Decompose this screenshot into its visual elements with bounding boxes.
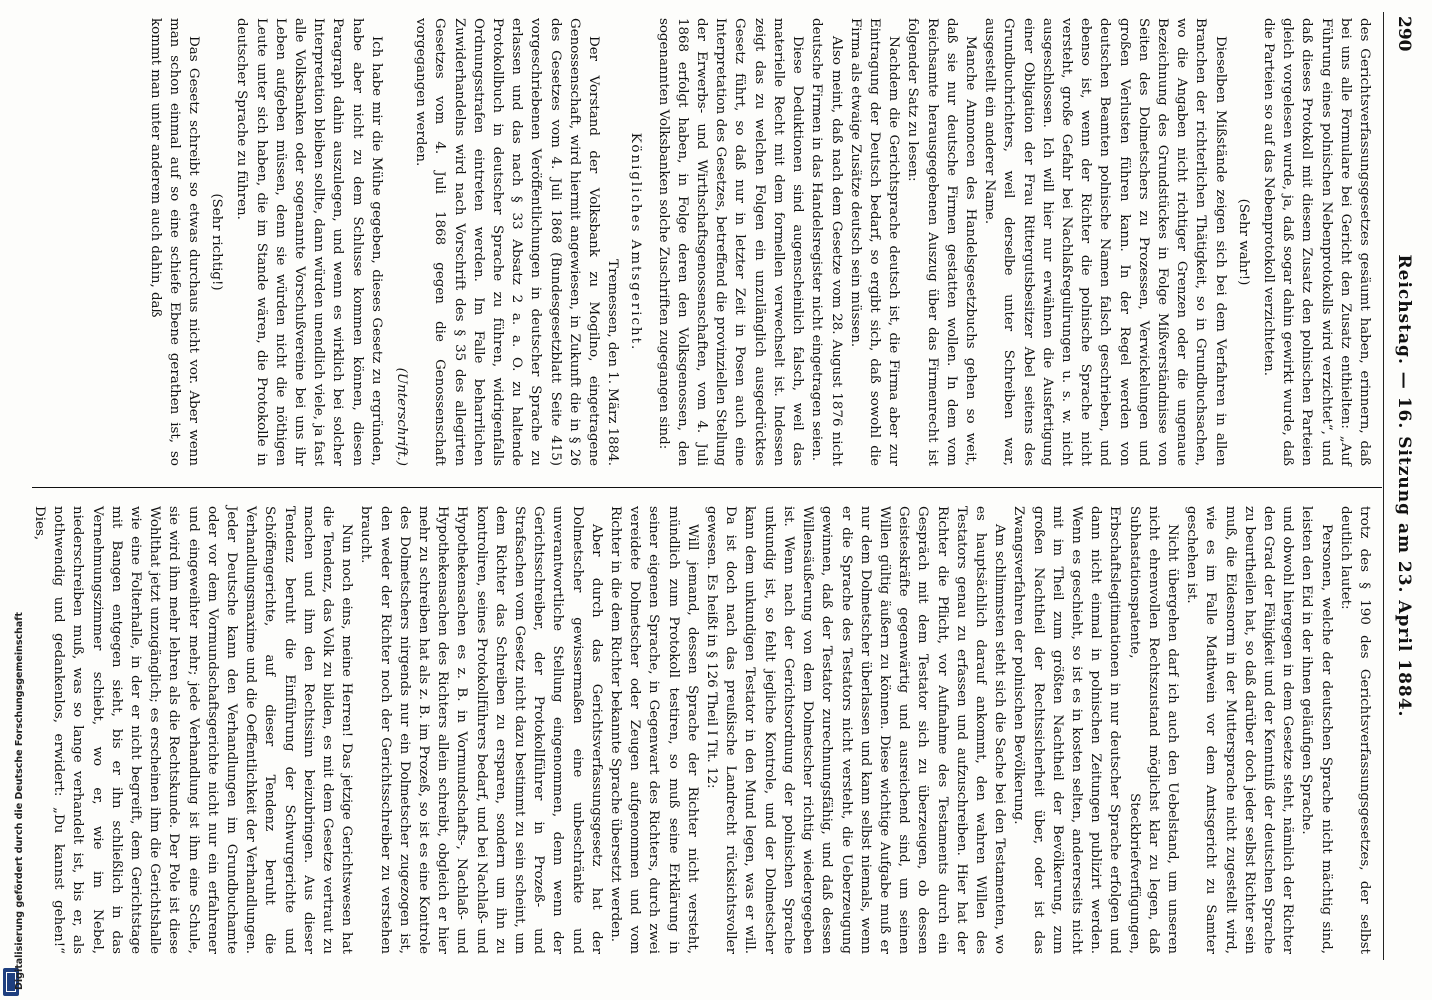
paragraph: Also meint, daß nach dem Gesetze vom 28. August 1876 nicht deutsche Firmen in das Handelsregister nicht eingetragen seien. — [809, 18, 844, 466]
paragraph: Das Gesetz schreibt so etwas durchaus nicht vor. Aber wenn man schon einmal auf so eine schiefe Ebene gerathen ist, so kommt man unter anderem auch dahin, daß — [147, 18, 202, 466]
page-header — [1384, 16, 1414, 956]
paragraph: Aber durch das Gerichtsverfassungsgesetz hat der Dolmetscher gewissermaßen eine unbeschränkte und unverantwortliche Stellung eingenommen, denn wenn der Gerichtsschreiber, der Protokollführer in Prozeß- und Strafsachen vom Gesetz nicht dazu bestimmt zu sein scheint, um dem Richter das Schreiben zu ersparen, sondern um ihn zu kontroliren, seines Protokollführers bedarf, und bei Nachlaß- und Hypothekensachen es z. B. in Vormundschafts-, Nachlaß- und Hypothekensachen des Richters allein schreibt, obgleich er hier mehr zu schreiben hat als z. B. im Prozeß, so ist es eine Kontrole des Dolmetschers nirgends nur ein Dolmetscher zugezogen ist, den weder der Richter noch der Gerichtsschreiber zu verstehen braucht. — [358, 506, 604, 954]
paragraph: Diese Deduktionen sind augenscheinlich falsch, weil das materielle Recht mit dem formellen verwechselt ist. Indessen zeigt das zu welchen Folgen ein unzulänglich ausgedrücktes Gesetz führt, so daß nur in letzter Zeit in Posen auch eine Interpretation des Gesetzes, betreffend die provinziellen Stellung der Erwerbs- und Wirthschaftsgenossenschaften, vom 4. Juli 1868 erfolgt haben, in Folge deren den Volksgenossen, den sogenannten Volksbanken solche Zuschriften zugegangen sind: — [655, 18, 806, 466]
left-column — [34, 18, 1374, 466]
paragraph: Am schlimmsten steht sich die Sache bei den Testamenten, wo es hauptsächlich darauf ankommt, den wahren Willen des Testators genau zu erfassen und aufzuschreiben. Hier hat der Richter die Pflicht, vor Aufnahme des Testaments durch ein Gespräch mit dem Testator sich zu überzeugen, ob dessen Geisteskräfte gegenwärtig und ausreichend sind, um seinen Willen gültig äußern zu können. Diese wichtige Aufgabe muß er nur dem Dolmetscher überlassen und kann selbst niemals, wenn er die Sprache des Testators nicht versteht, die Ueberzeugung gewinnen, daß der Testator zurechnungsfähig, und daß dessen Willensäußerung von dem Dolmetscher richtig wiedergegeben ist. Wenn nach der Gerichtsordnung der polnischen Sprache unkundig ist, so fehlt jegliche Kontrole, und der Dolmetscher kann dem unkundigen Testator in den Mund legen, was er will. Da ist doch nach das preußische Landrecht rücksichtsvoller gewesen. Es heißt in § 126 Theil I Tit. 12: — [704, 506, 1008, 954]
document-heading: Königliches Amtsgericht. — [628, 132, 644, 352]
header-rule — [1383, 12, 1384, 960]
paragraph: und obwohl hiergegen in dem Gesetze steht, nämlich der Richter den Grad der Fähigkeit und der Kenntniß der deutschen Sprache zu beurtheilen hat, so daß darüber doch jeder selbst Richter sein muß, die Eidesnorm in der Muttersprache nicht zugestellt wird, wie es im Falle Mathwein vor dem Amtsgericht zu Samter geschehen ist. — [1184, 506, 1296, 954]
column-divider — [32, 487, 1382, 488]
signature-note: (Unterschrift.) — [394, 367, 410, 466]
paragraph: Dieselben Mißstände zeigen sich bei dem Verfahren in allen Branchen der richterlichen Thätigkeit, so in Grundbuchsachen, wo die Angaben nicht richtiger Grenzen oder die ungenaue Bezeichnung des Grundstückes in Folge Mißverständnisse von Seiten des Dolmetschers zu Prozessen, Verwickelungen und großen Verlusten führen kann. In der Regel werden von deutschen Beamten polnische Namen falsch geschrieben, und ebenso ist, wenn der Richter die polnische Sprache nicht versteht, große Gefahr bei Nachlaßregulirungen u. s. w. nicht ausgeschlossen. Ich will hier nur erwähnen die Ausfertigung einer Obligation der Frau Rittergutsbesitzer Abel seitens des Grundbuchrichters, weil derselbe unter Schreiben war, ausgestellt ein anderer Name. — [982, 18, 1228, 466]
quoted-paragraph: Nachdem die Gerichtsprache deutsch ist, die Firma aber zur Eintragung der Deutsch bedarf, so ergibt sich, daß sowohl die Firma als etwaige Zusätze deutsch sein müssen. — [847, 18, 902, 466]
quoted-paragraph: Der Vorstand der Volksbank zu Mogilno, eingetragene Genossenschaft, wird hiermit angewiesen, in Zukunft die in § 26 des Gesetzes vom 4. Juli 1868 (Bundesgesetzblatt Seite 415) vorgeschriebenen Veröffentlichungen in deutscher Sprache zu erlassen und das nach § 33 Absatz 2 a. a. O. zu haltende Protokollbuch in deutscher Sprache zu führen, widrigenfalls Ordnungsstrafen eintreten werden. Im Falle beharrlichen Zuwiderhandelns wird nach Vorschrift des § 35 des allegirten Gesetzes vom 4. Juli 1868 gegen die Genossenschaft vorgegangen werden. — [413, 18, 602, 466]
interjection: (Sehr wahr!) — [1235, 198, 1251, 286]
rotated-page-content — [18, 6, 1418, 966]
paragraph: Manche Annoncen des Handelsgesetzbuchs gehen so weit, daß sie nur deutsche Firmen gestatten wollen. In dem vom Reichsamte herausgegebenen Auszug über das Firmenrecht ist folgender Satz zu lesen: — [905, 18, 978, 466]
interjection: (Sehr richtig!) — [209, 193, 225, 291]
quoted-paragraph: Will jemand, dessen Sprache der Richter nicht versteht, mündlich zum Protokoll testiren, so muß seine Erklärung in seiner eigenen Sprache, in Gegenwart des Richters, durch zwei vereidete Dolmetscher oder Zeugen aufgenommen und vom Richter in die dem Richter bekannte Sprache übersetzt werden. — [608, 506, 700, 954]
paragraph: des Gerichtsverfassungsgesetzes gesäumt haben, erinnern, daß bei uns alle Formulare bei Gericht den Zusatz enthielten: „Auf Führung eines polnischen Nebenprotokolls wird verzichtet“, und daß dieses Protokoll mit diesem Zusatz den polnischen Parteien gleich vorgelesen wurde, ja, daß sogar dahin gewirkt wurde, daß die Parteien so auf das Nebenprotokoll verzichteten. — [1260, 18, 1372, 466]
paragraph: Ich habe mir die Mühe gegeben, dieses Gesetz zu ergründen, habe aber nicht zu dem Schlusse kommen können, diesen Paragraph dahin auszulegen, und wenn es wirklich bei solcher Interpretation bleiben sollte, dann würden unendlich viele, ja fast alle Volksbanken oder sogenannte Vorschußvereine bei uns ihr Leben aufgeben müssen, denn sie würden nicht die nöthigen Leute unter sich haben, die im Stande wären, die Protokolle in deutscher Sprache zu führen. — [234, 18, 384, 466]
digitization-credit: Digitalisierung gefördert durch die Deutsche Forschungsgemeinschaft — [14, 612, 25, 990]
paragraph: Nun noch eins, meine Herren! Das jetzige Gerichtswesen hat die Tendenz, das Volk zu bilden, es mit dem Gesetze vertraut zu machen und ihm den Rechtssinn beizubringen. Aus dieser Tendenz beruht die Einführung der Schwurgerichte und Schöffengerichte, auf dieser Tendenz beruht die Verhandlungsmaxime und die Oeffentlichkeit der Verhandlungen. Jeder Deutsche kann den Verhandlungen im Grundbuchamte oder vor dem Vormundschaftsgerichte nicht nur ein erfahrener und eingeweihter mehr; jede Verhandlung ist ihm eine Schule, sie wird ihm mehr lehren als die Rechtskunde. Der Pole ist diese Wohlthat jetzt unzugänglich; es erscheinen ihm die Gerichtshalle wie eine Folterhalle, in der er nicht begreift, dem Gerichtstage mit Bangen entgegen sieht, bis er ihn schließlich in das Vernehmungszimmer schiebt, wo er, wie im Nebel, niederschreiben muß, was so lange verhandelt ist, bis er, als nothwendig und gedankenlos, erwidert: „Du kannst gehen!“ Dies, — [31, 506, 355, 954]
quoted-paragraph: Personen, welche der deutschen Sprache nicht mächtig sind, leisten den Eid in der ihnen geläufigen Sprache. — [1299, 506, 1334, 954]
place-date: Tremessen, den 1. März 1884. — [605, 259, 621, 466]
paragraph: trotz des § 190 des Gerichtsverfassungsgesetzes, der selbst deutlich lautet: — [1337, 506, 1372, 954]
right-column — [31, 506, 1374, 954]
running-title: Reichstag. — 16. Sitzung am 23. April 1884. — [1394, 254, 1414, 718]
page-number: 290 — [1394, 16, 1414, 52]
paragraph: Nicht übergehen darf ich auch den Uebelstand, um unseren nicht ehrenvollen Rechtszustand möglichst klar zu legen, daß Subhastationspatente, Steckbriefverfügungen, Erbschaftslegitimationen in nur deutscher Sprache erfolgen und dann nicht einmal in polnischen Zeitungen publizirt werden. Wenn es geschieht, so ist es in kosten selten, andererseits nicht mit im Theil zum größten Nachtheil der Bevölkerung, zum großen Nachtheil der Rechtssicherheit über, oder ist das Zwangsverfahren der polnischen Bevölkerung. — [1011, 506, 1180, 954]
